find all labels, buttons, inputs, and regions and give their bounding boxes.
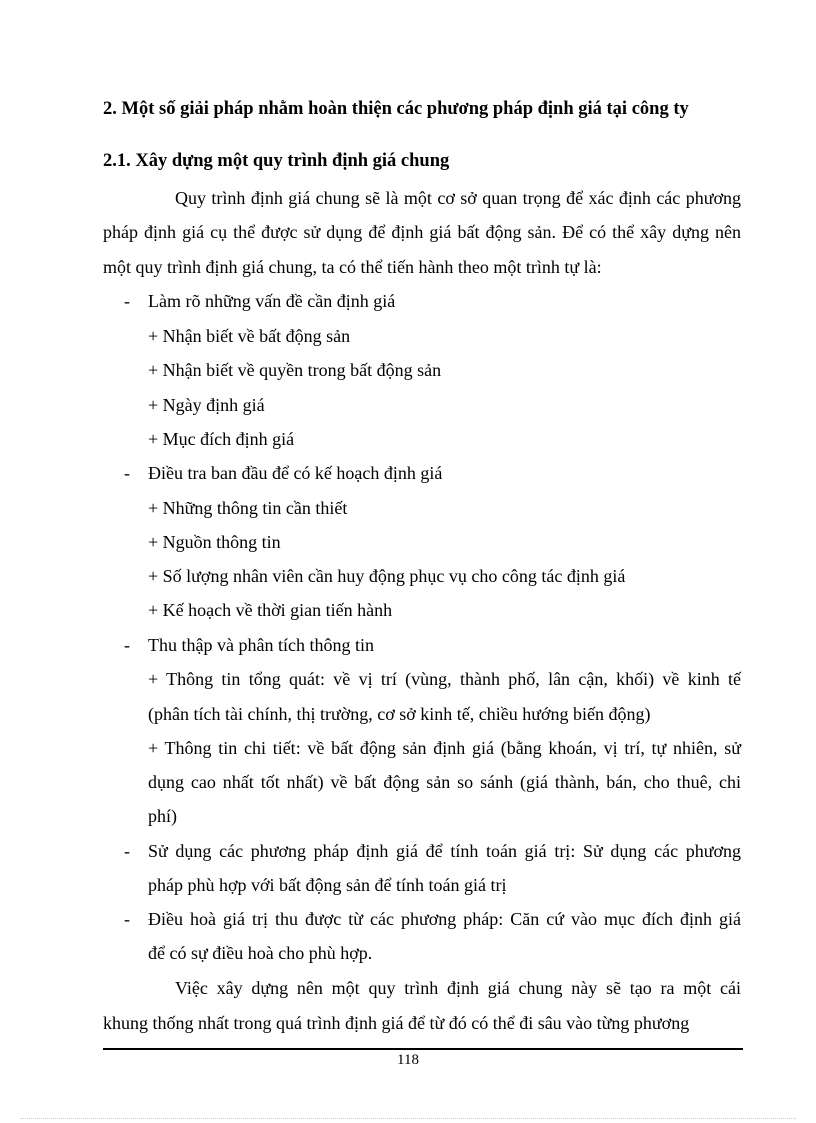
step-continuation: pháp phù hợp với bất động sản để tính toán giá trị <box>148 875 507 895</box>
list-item: + Kế hoạch về thời gian tiến hành <box>148 600 393 620</box>
step-continuation: để có sự điều hoà cho phù hợp. <box>148 943 373 963</box>
step-title: Thu thập và phân tích thông tin <box>148 635 374 655</box>
subsection-heading: 2.1. Xây dựng một quy trình định giá chung <box>103 151 450 171</box>
list-item-continuation: dụng cao nhất tốt nhất) về bất động sản so sánh (giá thành, bán, cho thuê, chi <box>148 772 741 792</box>
step-title: Sử dụng các phương pháp định giá để tính toán giá trị: Sử dụng các phương <box>148 841 741 861</box>
list-item: + Số lượng nhân viên cần huy động phục vụ cho công tác định giá <box>148 566 626 586</box>
list-item: + Thông tin tổng quát: về vị trí (vùng, thành phố, lân cận, khối) về kinh tế <box>148 669 741 689</box>
list-item: + Mục đích định giá <box>148 429 295 449</box>
paragraph-line: pháp định giá cụ thể được sử dụng để định giá bất động sản. Để có thể xây dựng nên <box>103 222 741 242</box>
paragraph-line: một quy trình định giá chung, ta có thể tiến hành theo một trình tự là: <box>103 257 602 277</box>
bullet-marker: - <box>124 635 130 655</box>
footer-rule <box>103 1048 743 1050</box>
bullet-marker: - <box>124 463 130 483</box>
step-title: Làm rõ những vấn đề cần định giá <box>148 291 396 311</box>
paragraph-line: khung thống nhất trong quá trình định giá để từ đó có thể đi sâu vào từng phương <box>103 1013 690 1033</box>
page-number: 118 <box>397 1052 419 1068</box>
list-item: + Thông tin chi tiết: về bất động sản định giá (bằng khoán, vị trí, tự nhiên, sử <box>148 738 741 758</box>
bullet-marker: - <box>124 291 130 311</box>
list-item: + Những thông tin cần thiết <box>148 498 348 518</box>
list-item-continuation: (phân tích tài chính, thị trường, cơ sở kinh tế, chiều hướng biến động) <box>148 704 651 724</box>
paragraph-line: Việc xây dựng nên một quy trình định giá chung này sẽ tạo ra một cái <box>175 978 741 998</box>
bullet-marker: - <box>124 909 130 929</box>
step-title: Điều tra ban đầu để có kế hoạch định giá <box>148 463 443 483</box>
list-item: + Nhận biết về quyền trong bất động sản <box>148 360 442 380</box>
list-item: + Nguồn thông tin <box>148 532 281 552</box>
list-item: + Nhận biết về bất động sản <box>148 326 351 346</box>
list-item-continuation: phí) <box>148 806 177 826</box>
page-edge-divider <box>20 1118 796 1119</box>
paragraph-line: Quy trình định giá chung sẽ là một cơ sở quan trọng để xác định các phương <box>175 188 741 208</box>
step-title: Điều hoà giá trị thu được từ các phương pháp: Căn cứ vào mục đích định giá <box>148 909 741 929</box>
list-item: + Ngày định giá <box>148 395 265 415</box>
bullet-marker: - <box>124 841 130 861</box>
section-heading: 2. Một số giải pháp nhằm hoàn thiện các phương pháp định giá tại công ty <box>103 99 689 119</box>
